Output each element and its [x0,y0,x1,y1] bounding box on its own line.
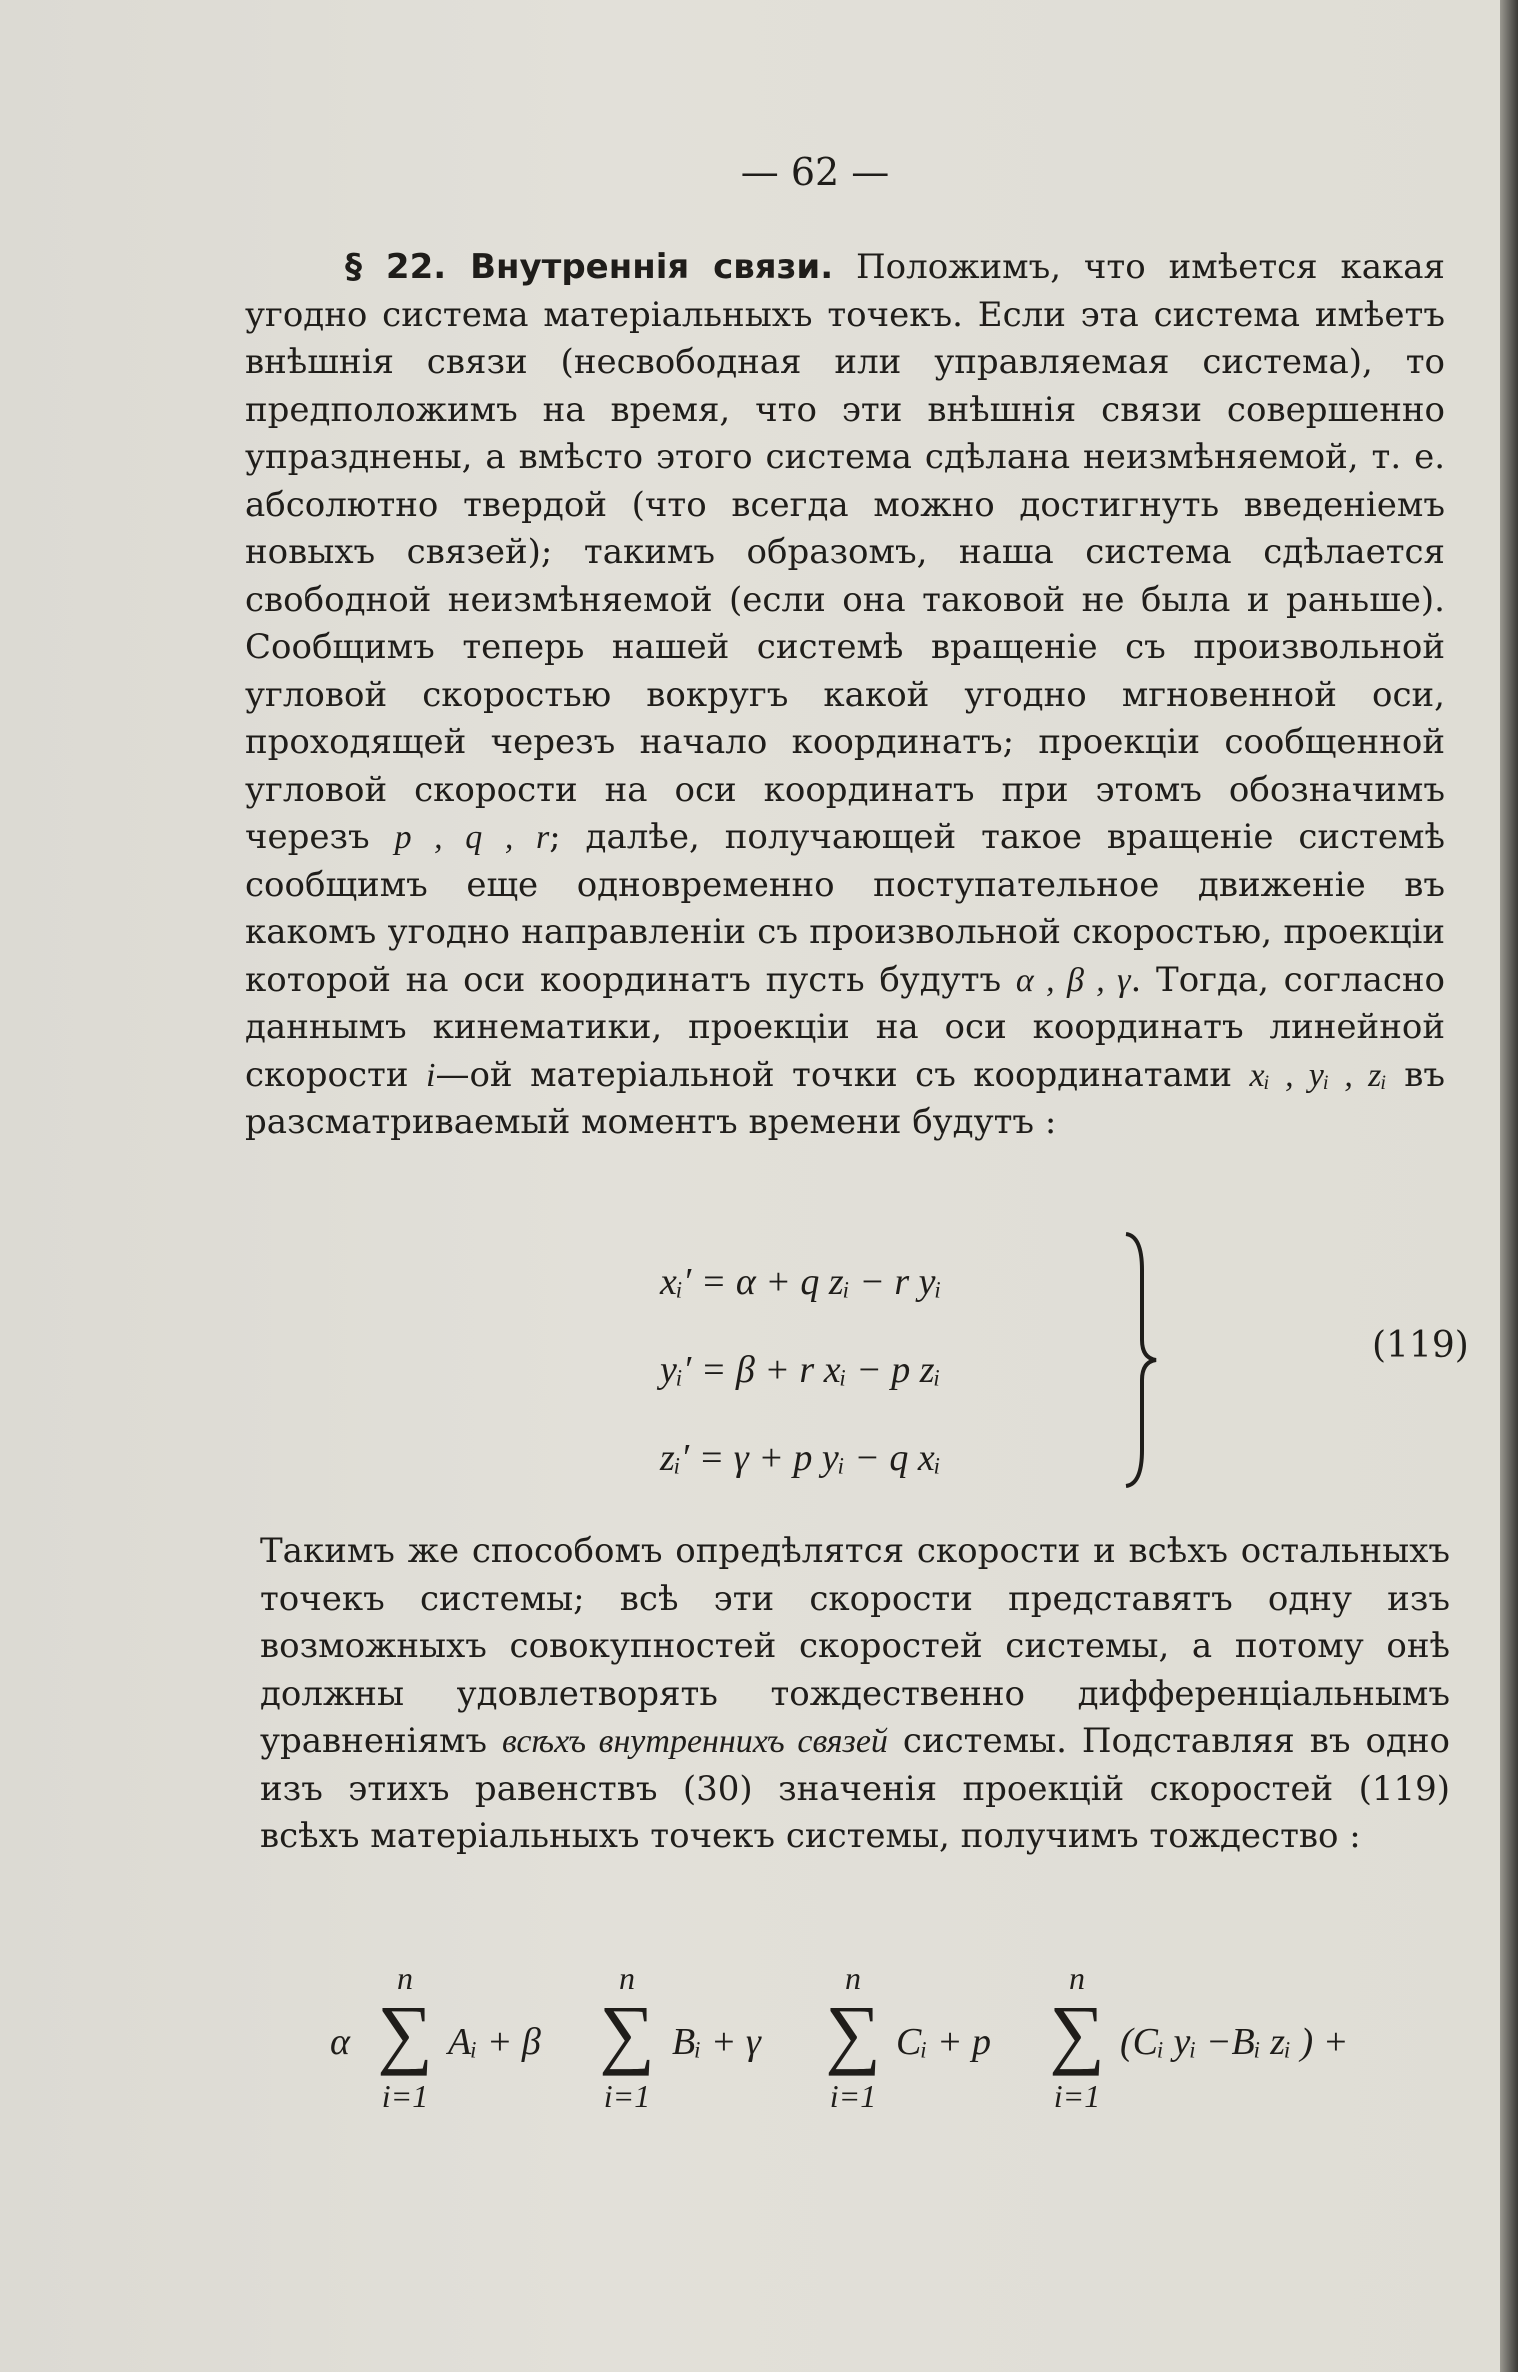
section-heading: § 22. Внутреннія связи. [345,247,834,287]
sum-upper-limit: n [397,1960,413,1996]
page-edge-shadow [1500,0,1518,2372]
equation-z: zᵢ′ = γ + p yᵢ − q xᵢ [660,1437,941,1479]
sum-term-2: Bᵢ + γ [672,2021,761,2063]
sum-lower-limit: i=1 [603,2078,651,2114]
right-brace-icon [1120,1230,1160,1490]
paragraph-text: . Тогда, согласно даннымъ кинематики, проекціи на оси координатъ линейной скорости [245,959,1446,1095]
equation-number: (119) [1372,1325,1469,1366]
paragraph-text: ; далѣе, получающей такое вращеніе системѣ сообщимъ еще одновременно поступательное движеніе въ какомъ угодно направленіи съ произвольной скоростью, проекціи которой на оси координатъ пусть будутъ [245,817,1445,1000]
sum-upper-limit: n [845,1960,861,1996]
sum-upper-limit: n [619,1960,635,1996]
paragraph-text: въ разсматриваемый моментъ времени будутъ : [245,1054,1445,1142]
sum-term-1: Aᵢ + β [448,2021,541,2063]
equation-x: xᵢ′ = α + q zᵢ − r yᵢ [660,1261,942,1303]
equation-y: yᵢ′ = β + r xᵢ − p zᵢ [660,1349,941,1391]
equation-system [660,1238,1080,1502]
paragraph-internal-constraints [245,244,1445,1147]
symbol-i: i [426,1056,436,1094]
symbols-pqr: p , q , r [394,819,550,856]
sigma-icon: ∑ [825,1989,881,2076]
sum-term-4: (Cᵢ yᵢ −Bᵢ zᵢ ) + [1120,2021,1349,2063]
page-number: — 62 — [740,150,890,194]
paragraph-text: —ой матеріальной точки съ координатами [435,1054,1232,1095]
paragraph-text: Положимъ, что имѣется какая угодно система матеріальныхъ точекъ. Если эта система имѣетъ внѣшнія связи (несвободная или управляемая система), то предположимъ на время, что эти внѣшнія связи совершенно упразднены, а вмѣсто этого система сдѣлана неизмѣняемой, т. е. абсолютно твердой (что всегда можно достигнуть введеніемъ новыхъ связей); такимъ образомъ, наша система сдѣлается свободной неизмѣняемой (если она таковой не была и раньше). Сообщимъ теперь нашей системѣ вращеніе съ произвольной угловой скоростью вокругъ какой угодно мгновенной оси, проходящей черезъ начало координатъ; проекціи сообщенной угловой скорости на оси координатъ при этомъ обозначимъ черезъ [245,247,1445,857]
paragraph-text: системы. Подставляя въ одно изъ этихъ равенствъ (30) значенія проекцій скоростей (119) всѣхъ матеріальныхъ точекъ системы, получимъ тождество : [260,1721,1451,1856]
paragraph-text: Такимъ же способомъ опредѣлятся скорости и всѣхъ остальныхъ точекъ системы; всѣ эти скорости представятъ одну изъ возможныхъ совокупностей скоростей системы, а потому онѣ должны удовлетворять тождественно дифференціальнымъ уравненіямъ [260,1531,1450,1761]
italic-phrase: всѣхъ внутреннихъ связей [502,1723,888,1760]
paragraph-identity [260,1528,1450,1861]
sigma-icon: ∑ [599,1989,655,2076]
sigma-icon: ∑ [377,1989,433,2076]
coef-alpha: α [330,2021,350,2063]
sigma-icon: ∑ [1049,1989,1105,2076]
sum-term-3: Cᵢ + p [896,2021,991,2063]
symbols-alpha-beta-gamma: α , β , γ [1015,961,1131,999]
sum-lower-limit: i=1 [381,2078,429,2114]
symbols-xyz: xᵢ , yᵢ , zᵢ [1249,1056,1387,1094]
sum-lower-limit: i=1 [829,2078,877,2114]
sum-lower-limit: i=1 [1053,2078,1101,2114]
sum-upper-limit: n [1069,1960,1085,1996]
sum-formula [330,1960,1450,2140]
